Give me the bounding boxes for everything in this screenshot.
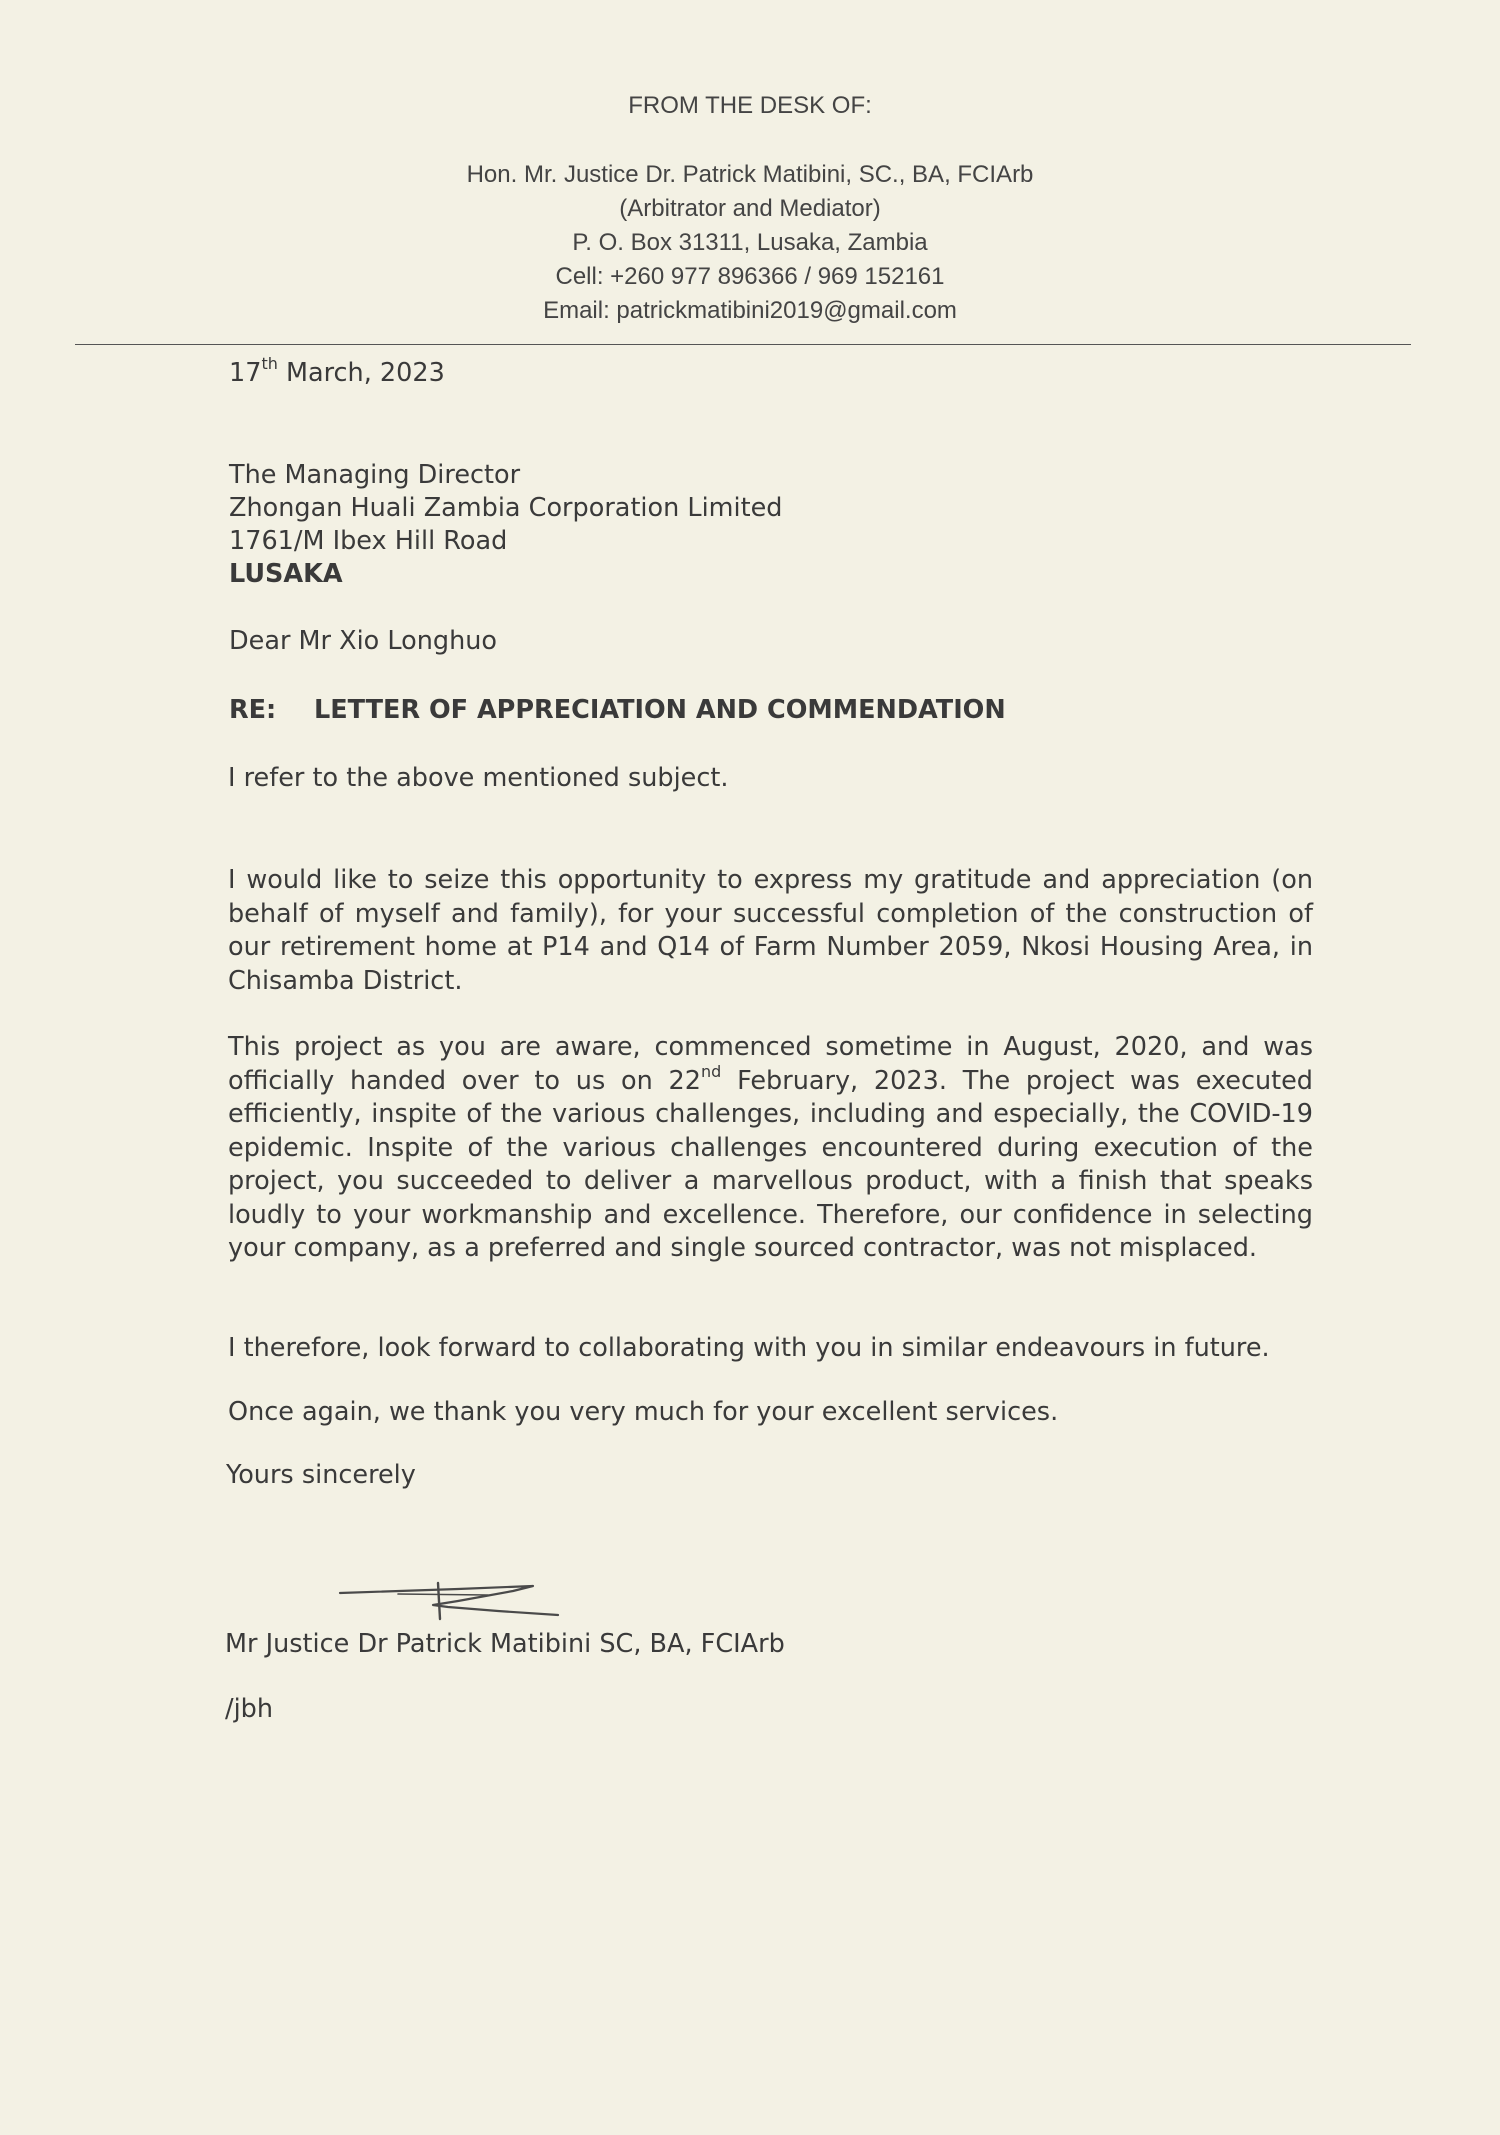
date-day: 17 <box>229 358 262 388</box>
body-paragraph-3-sup: nd <box>701 1061 722 1081</box>
letterhead-role: (Arbitrator and Mediator) <box>619 195 881 222</box>
letterhead-address: P. O. Box 31311, Lusaka, Zambia <box>572 229 928 256</box>
subject-line <box>229 695 1006 725</box>
subject-text: LETTER OF APPRECIATION AND COMMENDATION <box>314 695 1006 725</box>
body-paragraph-5: Once again, we thank you very much for your excellent services. <box>228 1397 1059 1427</box>
body-paragraph-4: I therefore, look forward to collaborating with you in similar endeavours in future. <box>228 1333 1270 1363</box>
reference-initials: /jbh <box>225 1694 274 1724</box>
signer-name: Mr Justice Dr Patrick Matibini SC, BA, FCIArb <box>225 1629 785 1659</box>
body-paragraph-2: I would like to seize this opportunity to express my gratitude and appreciation (on behalf of myself and family), for your successful completion of the construction of our retirement home at P14 and Q14 of Farm Number 2059, Nkosi Housing Area, in Chisamba District. <box>228 865 1313 996</box>
recipient-street: 1761/M Ibex Hill Road <box>229 526 508 556</box>
letterhead-desk-label: FROM THE DESK OF: <box>628 92 872 119</box>
date-rest: March, 2023 <box>277 358 445 388</box>
letterhead-email: Email: patrickmatibini2019@gmail.com <box>543 297 957 324</box>
body-paragraph-3-part-a: This project as you are aware, commenced sometime in August, 2020, and was officially handed over to us on 22 <box>228 1032 1313 1096</box>
salutation: Dear Mr Xio Longhuo <box>229 626 498 656</box>
body-paragraph-1: I refer to the above mentioned subject. <box>228 763 729 793</box>
recipient-city: LUSAKA <box>229 559 343 589</box>
letterhead-name: Hon. Mr. Justice Dr. Patrick Matibini, SC., BA, FCIArb <box>466 161 1034 188</box>
recipient-title: The Managing Director <box>229 460 521 490</box>
letter-date <box>229 354 445 388</box>
date-suffix: th <box>261 354 278 373</box>
recipient-address <box>229 459 782 591</box>
subject-label: RE: <box>229 695 277 725</box>
closing: Yours sincerely <box>226 1460 416 1490</box>
handwritten-signature <box>338 1575 568 1635</box>
letterhead-divider <box>75 344 1411 345</box>
letterhead-details <box>0 158 1500 328</box>
recipient-company: Zhongan Huali Zambia Corporation Limited <box>229 493 783 523</box>
body-paragraph-3 <box>228 1031 1313 1266</box>
letterhead-cell: Cell: +260 977 896366 / 969 152161 <box>555 263 945 290</box>
body-paragraph-3-part-b: February, 2023. The project was executed efficiently, inspite of the various challenges, including and especially, the COVID-19 epidemic. Inspite of the various challenges encountered during execution of the project, you succeeded to deliver a marvellous product, with a finish that speaks loudly to your workmanship and excellence. Therefore, our confidence in selecting your company, as a preferred and single sourced contractor, was not misplaced. <box>228 1065 1313 1263</box>
